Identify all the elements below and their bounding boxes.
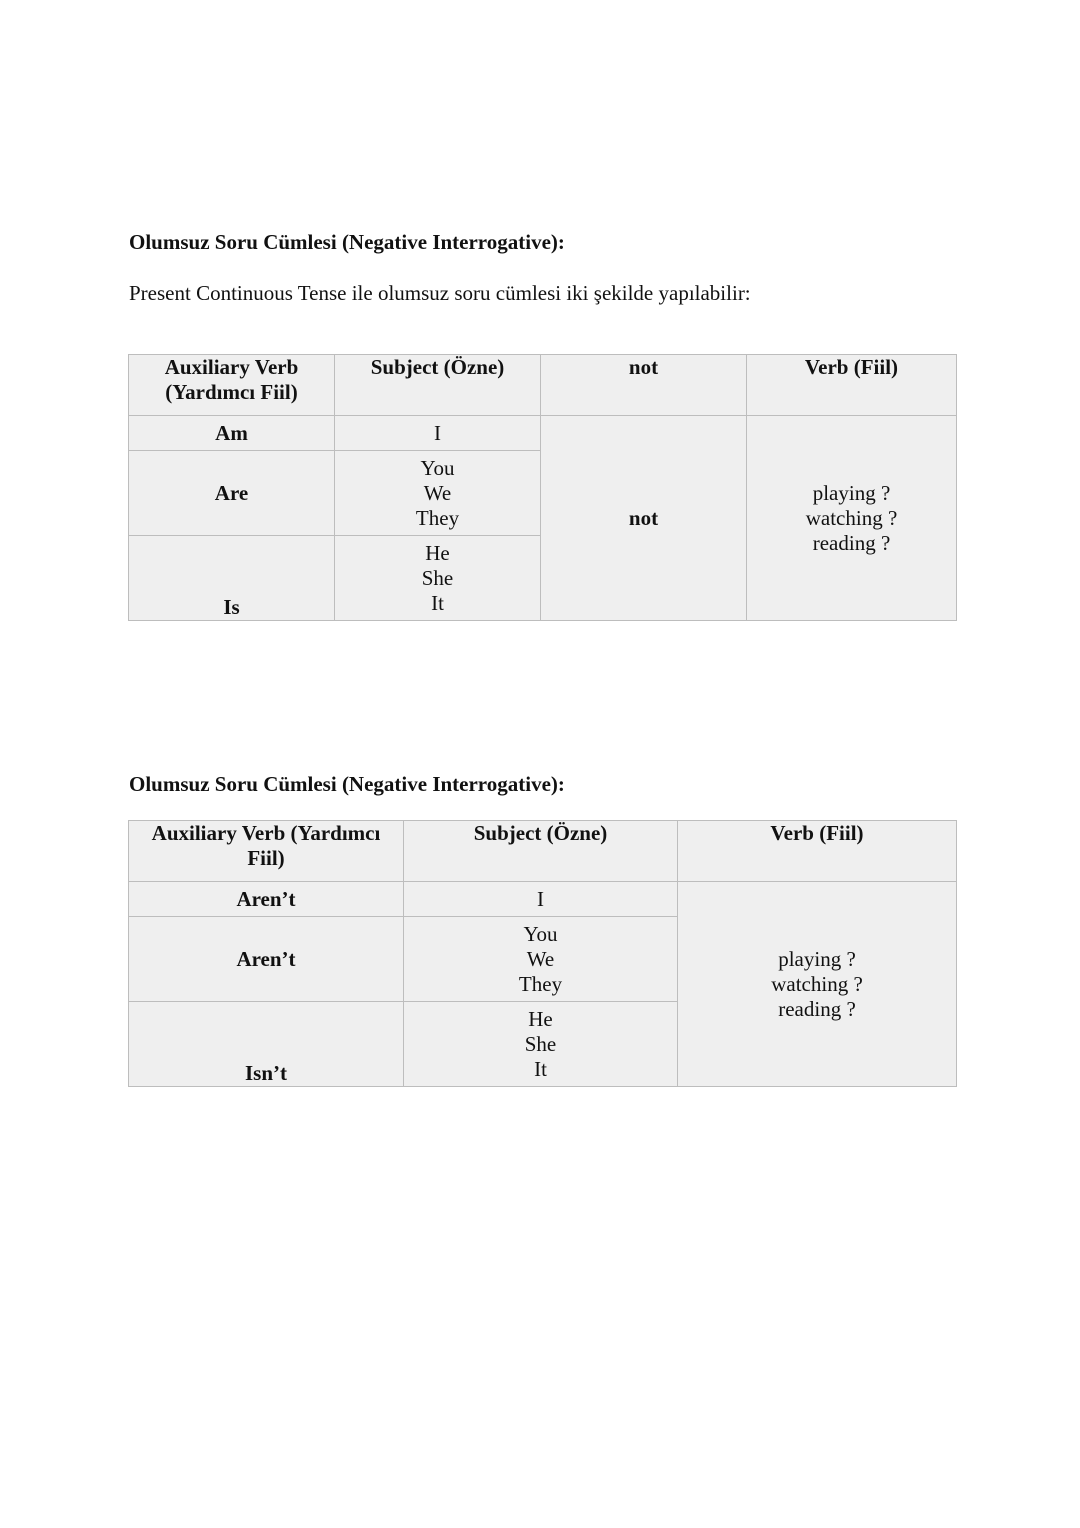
table1-subjects-third-person — [335, 536, 541, 621]
subject-he: He — [528, 1006, 553, 1031]
table-row — [129, 882, 957, 917]
section2-heading: Olumsuz Soru Cümlesi (Negative Interrogative): — [129, 772, 565, 796]
section1-intro: Present Continuous Tense ile olumsuz soru cümlesi iki şekilde yapılabilir: — [129, 281, 751, 305]
table1-header-row — [129, 355, 957, 416]
subject-she: She — [421, 565, 454, 590]
subject-we: We — [526, 946, 555, 971]
table2-header-auxiliary — [129, 821, 404, 882]
table2-header-row — [129, 821, 957, 882]
table1-not-cell: not — [541, 416, 747, 621]
subject-you: You — [523, 921, 558, 946]
table1-header-subject: Subject (Özne) — [335, 355, 541, 416]
structure-table-with-not — [128, 354, 957, 621]
table1-header-auxiliary — [129, 355, 335, 416]
table1-auxiliary-am: Am — [129, 416, 335, 451]
subject-he: He — [425, 540, 450, 565]
subject-she: She — [524, 1031, 557, 1056]
table2-auxiliary-arent-i: Aren’t — [129, 882, 404, 917]
table1-auxiliary-is: Is — [129, 536, 335, 621]
table2-subject-i: I — [404, 882, 678, 917]
table2-auxiliary-arent-plural: Aren’t — [129, 917, 404, 1002]
verb-playing: playing ? — [778, 946, 856, 971]
verb-reading: reading ? — [812, 530, 891, 555]
verb-playing: playing ? — [812, 480, 891, 505]
table2-subjects-plural — [404, 917, 678, 1002]
table1-subject-i: I — [335, 416, 541, 451]
table2-verbs-cell — [678, 882, 957, 1087]
subject-it: It — [431, 590, 444, 615]
table1-auxiliary-are: Are — [129, 451, 335, 536]
table1-header-auxiliary-line1: Auxiliary Verb — [164, 355, 299, 379]
table1-verbs-cell — [747, 416, 957, 621]
table2-header-verb: Verb (Fiil) — [678, 821, 957, 882]
subject-you: You — [420, 455, 455, 480]
verb-reading: reading ? — [778, 996, 856, 1021]
table1-header-not: not — [541, 355, 747, 416]
subject-they: They — [415, 505, 460, 530]
subject-they: They — [518, 971, 563, 996]
subject-it: It — [534, 1056, 547, 1081]
table2-header-auxiliary-line1: Auxiliary Verb (Yardımcı — [151, 821, 381, 845]
structure-table-contracted — [128, 820, 957, 1087]
subject-we: We — [423, 480, 452, 505]
table1-header-verb: Verb (Fiil) — [747, 355, 957, 416]
table2-subjects-third-person — [404, 1002, 678, 1087]
table1-subjects-plural — [335, 451, 541, 536]
table1-header-auxiliary-line2: (Yardımcı Fiil) — [165, 380, 298, 404]
verb-watching: watching ? — [805, 505, 898, 530]
table2-header-auxiliary-line2: Fiil) — [247, 846, 285, 870]
table2-header-subject: Subject (Özne) — [404, 821, 678, 882]
verb-watching: watching ? — [771, 971, 863, 996]
section1-heading: Olumsuz Soru Cümlesi (Negative Interrogative): — [129, 230, 565, 254]
table-row — [129, 416, 957, 451]
table2-auxiliary-isnt: Isn’t — [129, 1002, 404, 1087]
